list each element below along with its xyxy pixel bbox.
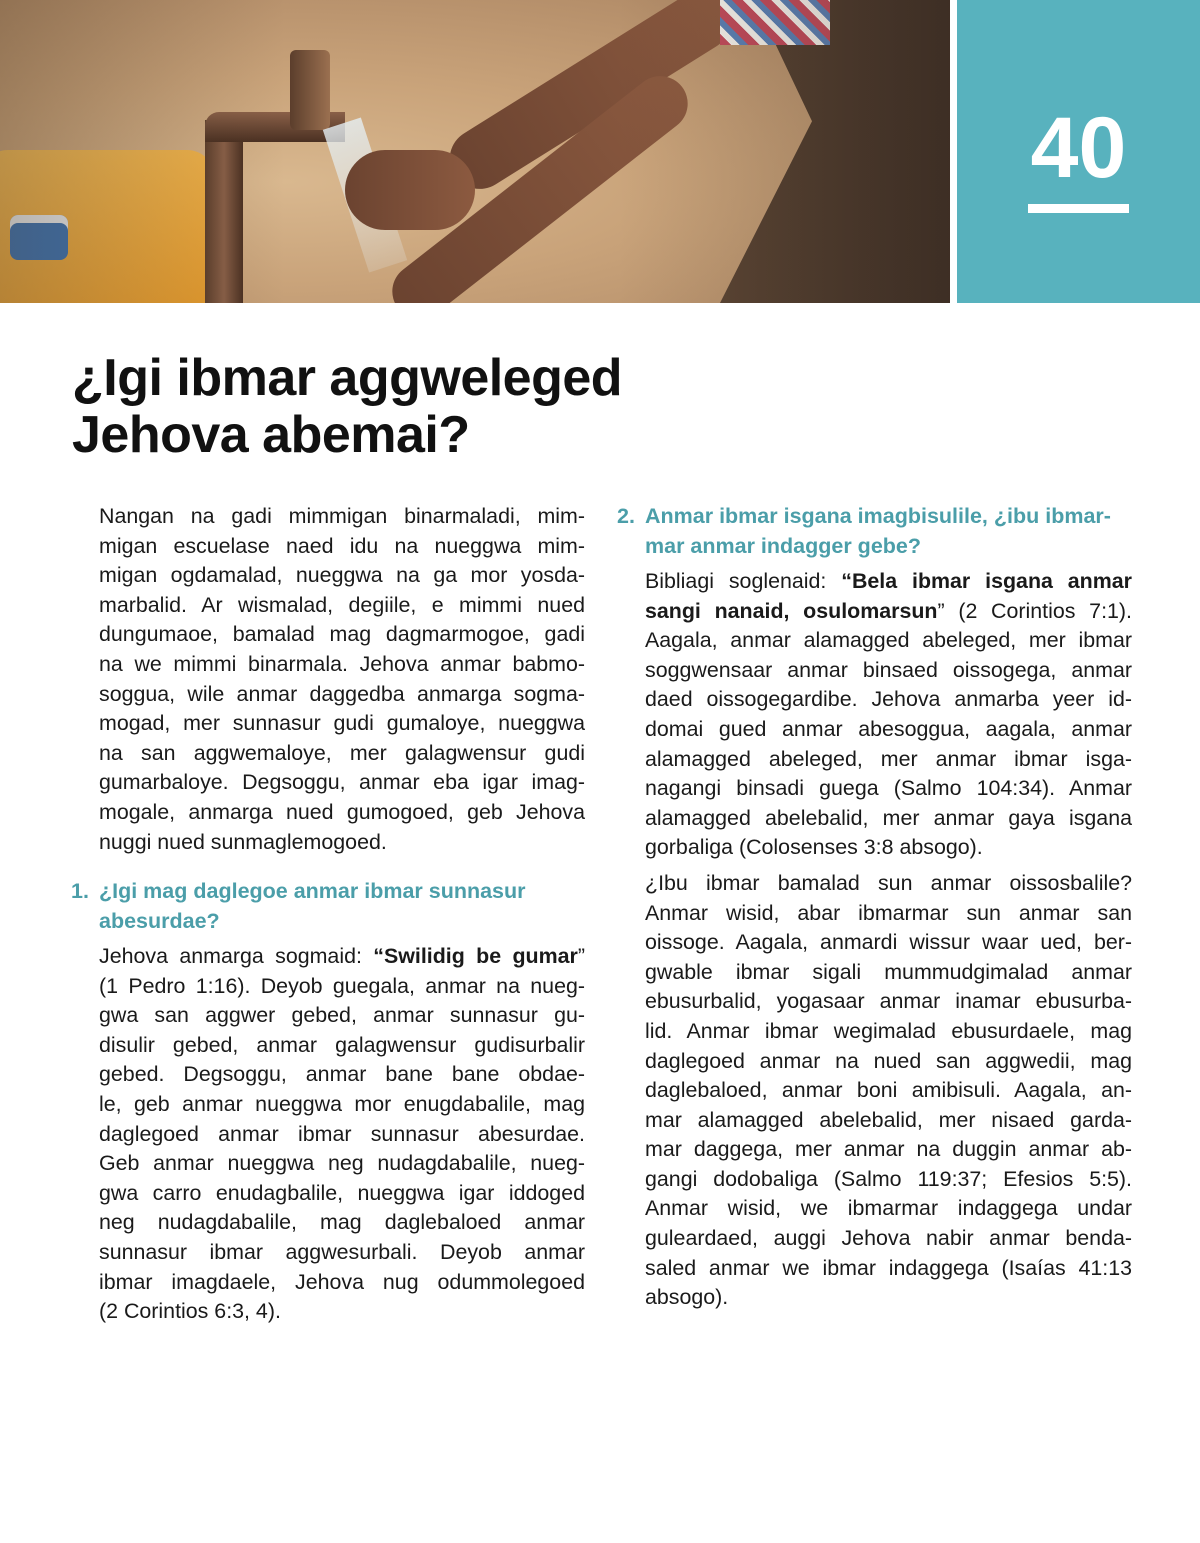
text-line: mogad, mer sunnasur gudi gumaloye, nueggwa [99,711,585,736]
text-line: Anmar wisid, we ibmarmar indaggega undar [645,1196,1132,1221]
text-line [645,567,1132,597]
text-line: migan ogdamalad, nueggwa na ga mor yosda- [99,563,585,588]
section-2 [617,501,1132,1313]
question-number: 1. [71,879,89,903]
text-line: daglegoed anmar na nued san aggwedii, mag [645,1048,1132,1073]
text-line: sunnasur ibmar aggwesurbali. Deyob anmar [99,1239,585,1264]
text-run: ” (2 Corintios 7:1). [937,598,1132,623]
text-line: ¿Ibu ibmar bamalad sun anmar oissosbalile? [645,870,1132,895]
intro-paragraph [99,502,585,857]
text-line: mar alamagged abelebalid, mer nisaed garda- [645,1107,1132,1132]
text-line: (1 Pedro 1:16). Deyob guegala, anmar na nueg- [99,973,585,998]
paragraph [645,869,1132,1313]
text-line: daglebaloed, anmar boni amibisuli. Aagala, an- [645,1078,1132,1103]
text-line: Geb anmar nueggwa neg nudagdabalile, nueg- [99,1151,585,1176]
text-line: daed oissogegardibe. Jehova anmarba yeer id- [645,687,1132,712]
text-line: disulir gebed, anmar galagwensur gudisurbalir [99,1032,585,1057]
text-run: ” [577,944,585,968]
text-line: lid. Anmar ibmar wegimalad ebusurdaele, mag [645,1018,1132,1043]
text-line: Nangan na gadi mimmigan binarmaladi, mim- [99,504,585,528]
text-line: gumarbaloye. Degsoggu, anmar eba igar imag- [99,770,585,795]
text-line: absogo). [645,1285,729,1310]
paragraph [645,567,1132,863]
page-title-line: Jehova abemai? [72,406,470,464]
text-line [99,942,585,972]
scripture-quote: “Swilidig be gumar [373,944,578,968]
text-line: Aagala, anmar alamagged abeleged, mer ibmar [645,628,1132,653]
scripture-quote: sangi nanaid, osulomarsun [645,598,938,623]
text-line: soggwensaar anmar binsaed oissogega, anmar [645,657,1132,682]
text-line: dungumaoe, bamalad mag dagmarmogoe, gadi [99,622,585,647]
text-line: saled anmar we ibmar indaggega (Isaías 41:13 [645,1255,1132,1280]
text-line: mar daggega, mer anmar na duggin anmar ab- [645,1137,1132,1162]
text-line: gwa carro enudagbalile, nueggwa igar iddoged [99,1180,585,1205]
text-line: gwa san aggwer gebed, anmar sunnasur gu- [99,1003,585,1028]
section-1 [71,876,585,1327]
section-question [71,876,585,936]
text-line: mogale, anmarga nued gumogoed, geb Jehova [99,799,585,824]
text-line: Anmar wisid, abar ibmarmar sun anmar san [645,900,1132,925]
text-line [645,597,1132,627]
text-line: daglegoed anmar ibmar sunnasur abesurdae. [99,1121,585,1146]
text-line: gebed. Degsoggu, anmar bane bane obdae- [99,1062,585,1087]
text-line: ebusurbalid, yogasaar anmar inamar ebusurba- [645,989,1132,1014]
text-line: gwable ibmar sigali mummudgimalad anmar [645,959,1132,984]
text-line: alamagged abeleged, mer anmar ibmar isga- [645,746,1132,771]
text-line: oissoge. Aagala, anmardi wissur waar ued, ber- [645,930,1132,955]
question-line: mar anmar indagger gebe? [645,534,921,558]
text-line: neg nudagdabalile, mag daglebaloed anmar [99,1210,585,1235]
photo-shade [0,0,950,303]
text-run: Bibliagi soglenaid: [645,569,842,593]
question-number: 2. [617,504,635,528]
scripture-quote: “Bela ibmar isgana anmar [841,569,1132,593]
question-line: ¿Igi mag daglegoe anmar ibmar sunnasur [99,879,526,903]
text-line: le, geb anmar nueggwa mor enugdabalile, mag [99,1091,585,1116]
page-title [72,350,622,464]
text-line: alamagged abelebalid, mer anmar gaya isgana [645,805,1132,830]
text-run: Jehova anmarga sogmaid: [99,944,374,968]
text-line: (2 Corintios 6:3, 4). [99,1299,281,1324]
paragraph [99,942,585,1327]
text-line: gorbaliga (Colosenses 3:8 absogo). [645,835,983,860]
text-line: nagangi binsadi guega (Salmo 104:34). Anmar [645,776,1132,801]
text-line: marbalid. Ar wismalad, degiile, e mimmi nued [99,592,585,617]
lesson-number: 40 [1030,100,1127,196]
text-line: nuggi nued sunmaglemogoed. [99,829,387,854]
lesson-number-badge [957,0,1200,303]
question-line: Anmar ibmar isgana imagbisulile, ¿ibu ibmar- [645,504,1111,528]
text-line: soggua, wile anmar daggedba anmarga sogma- [99,681,585,706]
text-line: ibmar imagdaele, Jehova nug odummolegoed [99,1269,585,1294]
lesson-number-underline [1028,204,1129,213]
section-question [617,501,1132,561]
text-line: domai gued anmar abesoggua, aagala, anmar [645,716,1132,741]
page-title-line: ¿Igi ibmar aggweleged [72,349,623,407]
text-line: migan escuelase naed idu na nueggwa mim- [99,533,585,558]
hero-photo-handwashing [0,0,950,303]
text-line: na we mimmi binarmala. Jehova anmar babmo- [99,651,585,676]
text-line: gangi dodobaliga (Salmo 119:37; Efesios 5:5). [645,1166,1132,1191]
text-line: na san aggwemaloye, mer galagwensur gudi [99,740,585,765]
question-line: abesurdae? [99,909,220,933]
text-line: guleardaed, auggi Jehova nabir anmar benda- [645,1226,1132,1251]
